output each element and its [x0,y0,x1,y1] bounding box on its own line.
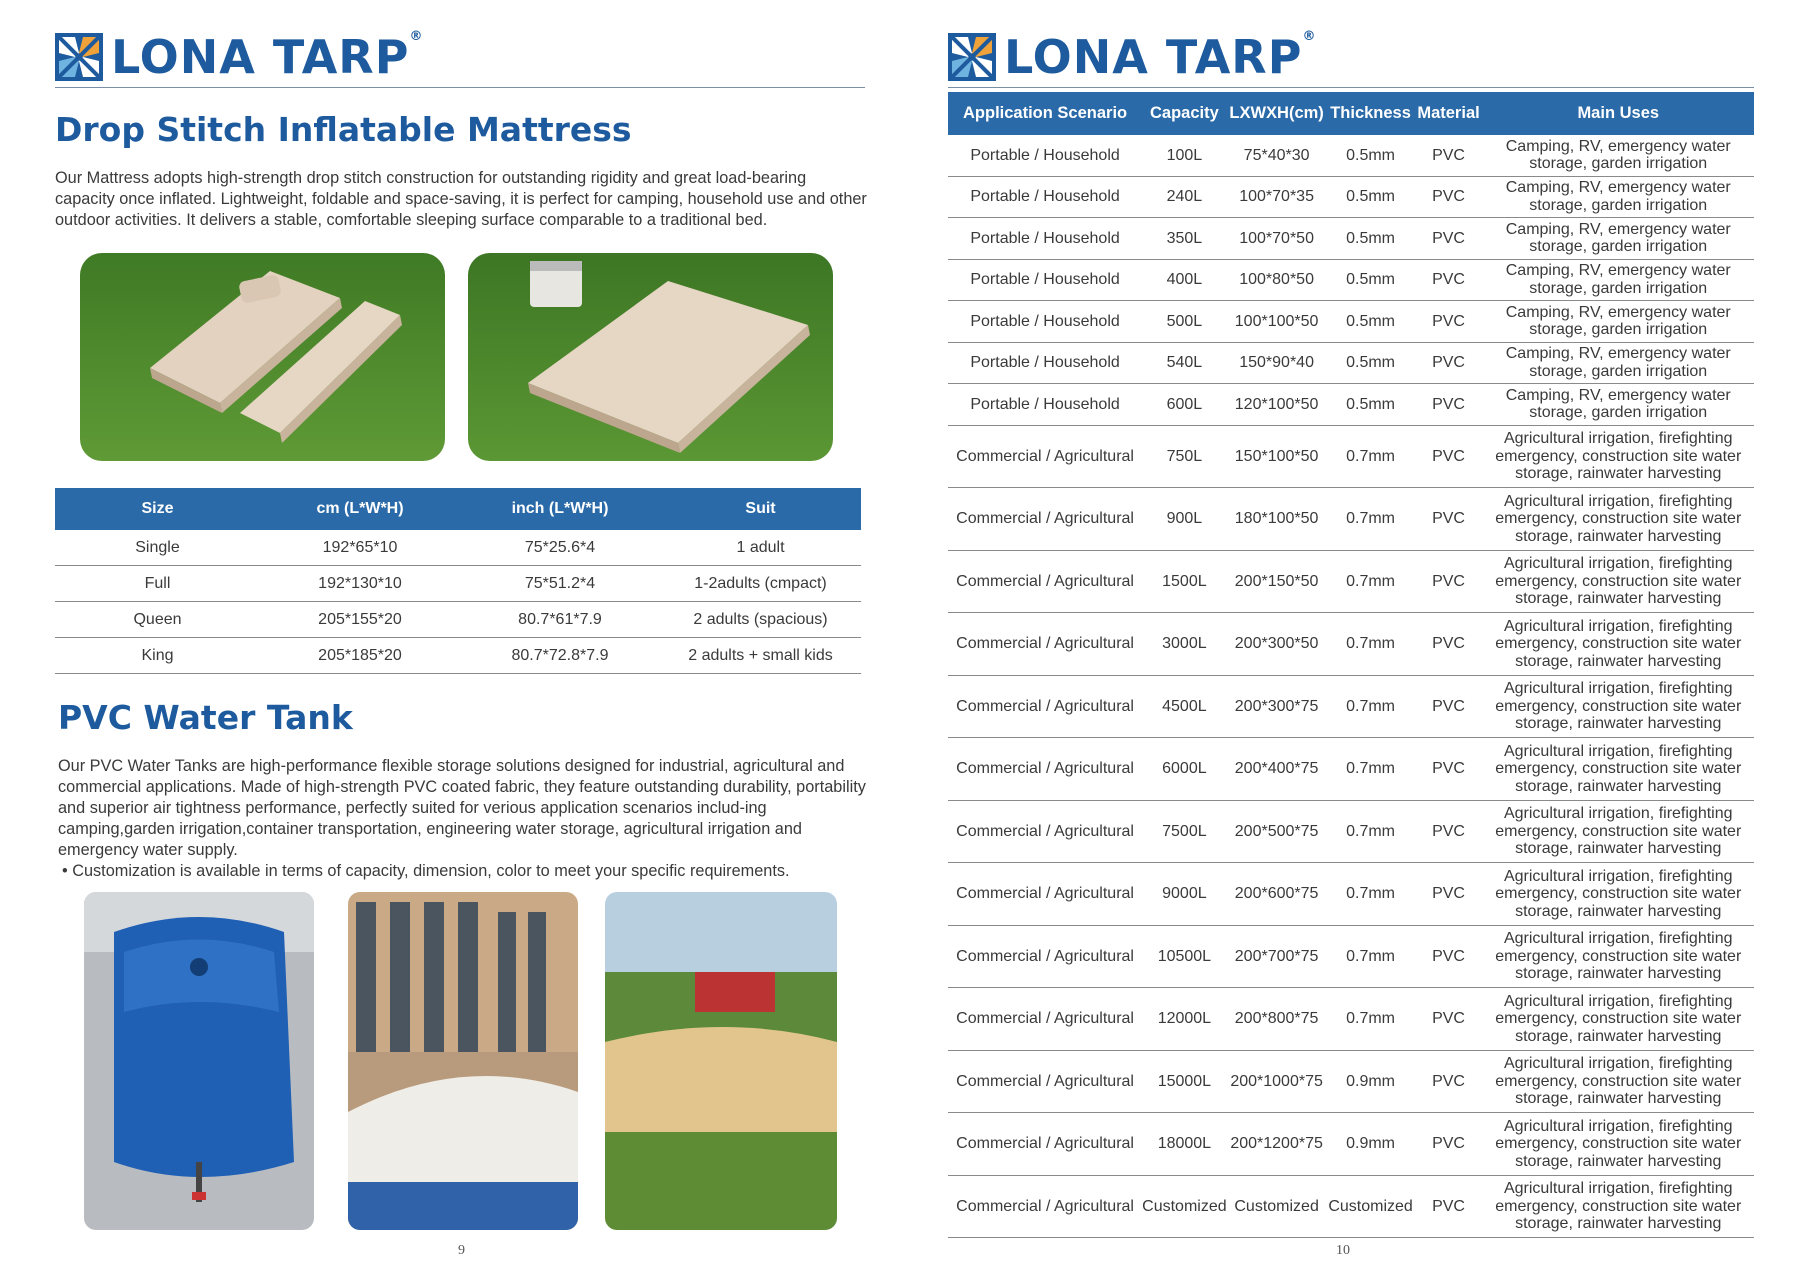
tank-photo-blue [84,892,314,1230]
table-cell: Commercial / Agricultural [948,488,1142,551]
table-row [948,613,1754,676]
table-cell: 500L [1142,301,1226,343]
table-cell: Agricultural irrigation, firefighting emergency, construction site water storage, rainwater harvesting [1483,1175,1755,1238]
table-cell: 4500L [1142,675,1226,738]
table-cell: 0.5mm [1327,301,1415,343]
table-cell: PVC [1415,425,1483,488]
water-tank-spec-table [948,92,1754,1238]
table-cell: Queen [55,602,260,638]
table-cell: PVC [1415,1113,1483,1176]
table-cell: 150*100*50 [1227,425,1327,488]
table-cell: 400L [1142,259,1226,301]
brand-logo [55,29,424,84]
table-header-row [55,488,861,530]
tank-title: PVC Water Tank [58,698,353,737]
table-cell: 75*25.6*4 [460,530,660,566]
table-cell: Commercial / Agricultural [948,925,1142,988]
table-cell: Agricultural irrigation, firefighting emergency, construction site water storage, rainwater harvesting [1483,613,1755,676]
table-row [948,259,1754,301]
table-cell: 200*800*75 [1227,988,1327,1051]
column-header-capacity: Capacity [1142,92,1226,135]
table-row [55,638,861,674]
table-cell: Customized [1227,1175,1327,1238]
table-row [948,800,1754,863]
table-cell: 100L [1142,135,1226,176]
brand-logo-right [948,29,1317,84]
table-cell: PVC [1415,135,1483,176]
table-row [948,863,1754,926]
table-cell: Portable / Household [948,342,1142,384]
table-cell: Commercial / Agricultural [948,1175,1142,1238]
table-cell: 75*40*30 [1227,135,1327,176]
table-cell: PVC [1415,613,1483,676]
mattress-size-table [55,488,861,674]
table-cell: 0.7mm [1327,613,1415,676]
table-cell: Camping, RV, emergency water storage, garden irrigation [1483,301,1755,343]
table-cell: 80.7*61*7.9 [460,602,660,638]
table-cell: 150*90*40 [1227,342,1327,384]
table-cell: Agricultural irrigation, firefighting emergency, construction site water storage, rainwater harvesting [1483,863,1755,926]
table-cell: Camping, RV, emergency water storage, garden irrigation [1483,218,1755,260]
mattress-photo-single [468,253,833,461]
tank-description: Our PVC Water Tanks are high-performance flexible storage solutions designed for industrial, agricultural and commercial applications. Made of high-strength PVC coated fabric, they feature outstanding durability, portability and superior air tightness performance, perfectly suited for verious application scenarios includ-ing camping,garden irrigation,container transportation, engineering water storage, agricultural irrigation and emergency water supply. [58,757,866,859]
table-cell: Camping, RV, emergency water storage, garden irrigation [1483,384,1755,426]
table-cell: 205*155*20 [260,602,460,638]
mattress-photo-split [80,253,445,461]
table-cell: 0.7mm [1327,488,1415,551]
table-cell: 120*100*50 [1227,384,1327,426]
table-cell: 6000L [1142,738,1226,801]
table-cell: Camping, RV, emergency water storage, garden irrigation [1483,342,1755,384]
table-cell: Agricultural irrigation, firefighting emergency, construction site water storage, rainwater harvesting [1483,675,1755,738]
table-cell: 240L [1142,176,1226,218]
table-cell: Portable / Household [948,384,1142,426]
table-cell: 9000L [1142,863,1226,926]
table-cell: Agricultural irrigation, firefighting emergency, construction site water storage, rainwater harvesting [1483,1113,1755,1176]
table-row [948,135,1754,176]
table-cell: 0.7mm [1327,550,1415,613]
table-cell: PVC [1415,384,1483,426]
table-cell: 0.5mm [1327,218,1415,260]
table-cell: PVC [1415,738,1483,801]
header-rule-right [948,87,1754,88]
page-number-right: 10 [1336,1243,1350,1258]
table-cell: Camping, RV, emergency water storage, garden irrigation [1483,135,1755,176]
table-row [948,342,1754,384]
table-cell: 200*1200*75 [1227,1113,1327,1176]
tank-photo-field [605,892,837,1230]
table-cell: 350L [1142,218,1226,260]
table-cell: 200*500*75 [1227,800,1327,863]
page-number-left: 9 [458,1243,465,1258]
table-cell: Customized [1142,1175,1226,1238]
table-cell: Portable / Household [948,218,1142,260]
table-cell: 180*100*50 [1227,488,1327,551]
table-row [948,675,1754,738]
table-cell: 0.5mm [1327,259,1415,301]
table-cell: Commercial / Agricultural [948,1113,1142,1176]
lona-tarp-logo-icon [948,33,996,81]
table-cell: 750L [1142,425,1226,488]
table-cell: 1500L [1142,550,1226,613]
table-row [948,1050,1754,1113]
table-cell: 100*70*35 [1227,176,1327,218]
table-cell: Agricultural irrigation, firefighting emergency, construction site water storage, rainwater harvesting [1483,1050,1755,1113]
table-cell: Commercial / Agricultural [948,613,1142,676]
column-header-cm: cm (L*W*H) [260,488,460,530]
table-cell: 540L [1142,342,1226,384]
table-cell: PVC [1415,800,1483,863]
table-cell: 200*700*75 [1227,925,1327,988]
table-cell: Commercial / Agricultural [948,988,1142,1051]
brand-name-right: LONA TARP® [1004,29,1317,84]
table-cell: PVC [1415,218,1483,260]
table-cell: 200*150*50 [1227,550,1327,613]
table-row [948,425,1754,488]
right-page [900,0,1800,1280]
table-cell: PVC [1415,342,1483,384]
column-header-scenario: Application Scenario [948,92,1142,135]
table-row [948,488,1754,551]
table-cell: 0.5mm [1327,342,1415,384]
table-cell: 3000L [1142,613,1226,676]
column-header-thickness: Thickness [1327,92,1415,135]
table-cell: Commercial / Agricultural [948,1050,1142,1113]
tank-customization-note: • Customization is available in terms of capacity, dimension, color to meet your specific requirements. [62,862,790,880]
table-cell: Portable / Household [948,301,1142,343]
table-cell: Agricultural irrigation, firefighting emergency, construction site water storage, rainwater harvesting [1483,738,1755,801]
table-cell: Agricultural irrigation, firefighting emergency, construction site water storage, rainwater harvesting [1483,425,1755,488]
table-cell: Commercial / Agricultural [948,550,1142,613]
table-row [948,176,1754,218]
table-cell: Agricultural irrigation, firefighting emergency, construction site water storage, rainwater harvesting [1483,925,1755,988]
mattress-description: Our Mattress adopts high-strength drop stitch construction for outstanding rigidity and great load-bearing capacity once inflated. Lightweight, foldable and space-saving, it is perfect for camping, household use and other outdoor activities. It delivers a stable, comfortable sleeping surface comparable to a traditional bed. [55,169,867,229]
table-cell: 100*70*50 [1227,218,1327,260]
brand-name: LONA TARP® [111,29,424,84]
table-cell: 1-2adults (cmpact) [660,566,861,602]
table-cell: Single [55,530,260,566]
table-cell: 12000L [1142,988,1226,1051]
lona-tarp-logo-icon [55,33,103,81]
table-row [55,566,861,602]
table-row [948,218,1754,260]
table-cell: 100*80*50 [1227,259,1327,301]
table-cell: 0.7mm [1327,988,1415,1051]
table-cell: PVC [1415,1050,1483,1113]
table-cell: 192*130*10 [260,566,460,602]
table-cell: 0.7mm [1327,675,1415,738]
column-header-material: Material [1415,92,1483,135]
table-cell: 600L [1142,384,1226,426]
table-header-row [948,92,1754,135]
table-cell: 0.7mm [1327,425,1415,488]
table-cell: King [55,638,260,674]
table-cell: Commercial / Agricultural [948,800,1142,863]
table-cell: PVC [1415,1175,1483,1238]
table-cell: 200*400*75 [1227,738,1327,801]
table-cell: 1 adult [660,530,861,566]
table-cell: Portable / Household [948,259,1142,301]
table-row [948,1175,1754,1238]
column-header-size: Size [55,488,260,530]
table-cell: 0.9mm [1327,1113,1415,1176]
table-cell: Camping, RV, emergency water storage, garden irrigation [1483,259,1755,301]
table-cell: Camping, RV, emergency water storage, garden irrigation [1483,176,1755,218]
table-cell: Agricultural irrigation, firefighting emergency, construction site water storage, rainwater harvesting [1483,800,1755,863]
table-cell: PVC [1415,301,1483,343]
table-cell: 205*185*20 [260,638,460,674]
table-cell: 0.5mm [1327,176,1415,218]
column-header-suit: Suit [660,488,861,530]
table-cell: 200*300*50 [1227,613,1327,676]
table-cell: 0.5mm [1327,135,1415,176]
table-cell: 0.7mm [1327,863,1415,926]
table-row [948,925,1754,988]
table-cell: Commercial / Agricultural [948,738,1142,801]
table-cell: 900L [1142,488,1226,551]
table-cell: 200*300*75 [1227,675,1327,738]
table-cell: 2 adults (spacious) [660,602,861,638]
table-cell: Portable / Household [948,135,1142,176]
table-cell: 2 adults + small kids [660,638,861,674]
table-cell: 80.7*72.8*7.9 [460,638,660,674]
table-cell: 18000L [1142,1113,1226,1176]
table-cell: PVC [1415,675,1483,738]
table-row [948,738,1754,801]
table-cell: PVC [1415,863,1483,926]
table-cell: 7500L [1142,800,1226,863]
mattress-title: Drop Stitch Inflatable Mattress [55,110,632,149]
table-cell: 200*600*75 [1227,863,1327,926]
table-cell: 100*100*50 [1227,301,1327,343]
table-cell: Commercial / Agricultural [948,863,1142,926]
table-cell: PVC [1415,176,1483,218]
table-row [948,988,1754,1051]
table-row [948,1113,1754,1176]
table-cell: 0.7mm [1327,738,1415,801]
table-cell: 10500L [1142,925,1226,988]
table-cell: 0.7mm [1327,800,1415,863]
tank-photo-white [348,892,578,1230]
table-cell: 192*65*10 [260,530,460,566]
table-row [55,602,861,638]
table-cell: 0.9mm [1327,1050,1415,1113]
column-header-dimensions: LXWXH(cm) [1227,92,1327,135]
table-cell: 200*1000*75 [1227,1050,1327,1113]
table-cell: Full [55,566,260,602]
table-cell: 0.7mm [1327,925,1415,988]
table-row [55,530,861,566]
table-cell: 15000L [1142,1050,1226,1113]
table-row [948,550,1754,613]
table-cell: PVC [1415,925,1483,988]
table-row [948,301,1754,343]
table-cell: Customized [1327,1175,1415,1238]
column-header-main-uses: Main Uses [1483,92,1755,135]
table-cell: PVC [1415,988,1483,1051]
table-cell: Agricultural irrigation, firefighting emergency, construction site water storage, rainwater harvesting [1483,488,1755,551]
table-cell: 75*51.2*4 [460,566,660,602]
table-cell: Agricultural irrigation, firefighting emergency, construction site water storage, rainwater harvesting [1483,550,1755,613]
table-cell: PVC [1415,550,1483,613]
table-cell: 0.5mm [1327,384,1415,426]
table-row [948,384,1754,426]
table-cell: Agricultural irrigation, firefighting emergency, construction site water storage, rainwater harvesting [1483,988,1755,1051]
table-cell: PVC [1415,488,1483,551]
table-cell: Commercial / Agricultural [948,425,1142,488]
table-cell: PVC [1415,259,1483,301]
table-cell: Portable / Household [948,176,1142,218]
header-rule [55,87,865,88]
column-header-inch: inch (L*W*H) [460,488,660,530]
table-cell: Commercial / Agricultural [948,675,1142,738]
